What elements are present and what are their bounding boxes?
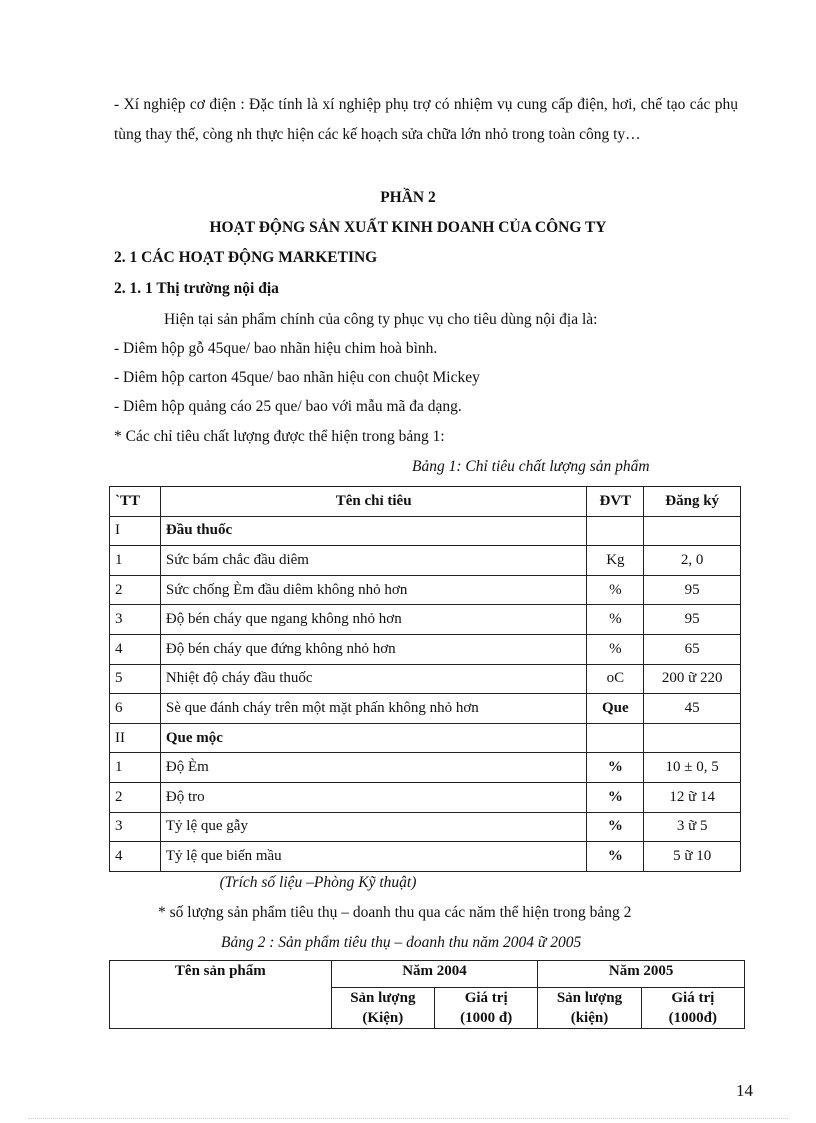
subheader-line: (kiện) xyxy=(570,1010,609,1026)
table-row xyxy=(110,546,741,576)
row-tt-cell: 2 xyxy=(110,575,161,605)
row-unit-cell: % xyxy=(587,812,644,842)
table-row xyxy=(110,516,741,546)
row-name-cell: Sức chống Èm đầu diêm không nhỏ hơn xyxy=(160,575,587,605)
row-tt-cell: 2 xyxy=(110,782,161,812)
table-row xyxy=(110,694,741,724)
subheader-cell xyxy=(641,988,744,1029)
section-heading: 2. 1 CÁC HOẠT ĐỘNG MARKETING xyxy=(114,249,378,266)
row-value-cell: 3 ữ 5 xyxy=(644,812,741,842)
row-unit-cell xyxy=(587,516,644,546)
bullet-item: - Diêm hộp gỗ 45que/ bao nhãn hiệu chim hoà bình. xyxy=(114,340,438,357)
subheader-line: (1000 đ) xyxy=(460,1010,513,1026)
table-header-row xyxy=(110,487,741,517)
row-unit-cell: % xyxy=(587,753,644,783)
table-row xyxy=(110,634,741,664)
row-value-cell: 200 ữ 220 xyxy=(644,664,741,694)
row-unit-cell xyxy=(587,723,644,753)
row-value-cell: 12 ữ 14 xyxy=(644,782,741,812)
row-unit-cell: Que xyxy=(587,694,644,724)
bullet-item: - Diêm hộp quảng cáo 25 que/ bao với mẫu mã đa dạng. xyxy=(114,398,462,415)
table-header-row xyxy=(110,961,745,988)
row-value-cell: 10 ± 0, 5 xyxy=(644,753,741,783)
row-name-cell: Độ bén cháy que ngang không nhỏ hơn xyxy=(160,605,587,635)
row-name-cell: Nhiệt độ cháy đầu thuốc xyxy=(160,664,587,694)
subheader-line: Giá trị xyxy=(671,990,715,1006)
row-value-cell: 95 xyxy=(644,575,741,605)
row-name-cell: Độ bén cháy que đứng không nhỏ hơn xyxy=(160,634,587,664)
row-unit-cell: % xyxy=(587,634,644,664)
table-row xyxy=(110,605,741,635)
subheader-line: Sản lượng xyxy=(556,990,623,1006)
intro-paragraph: - Xí nghiệp cơ điện : Đặc tính là xí nghiệp phụ trợ có nhiệm vụ cung cấp điện, hơi, chế tạo các phụ tùng thay thế, còng nh thực hiện các kế hoạch sửa chữa lớn nhỏ trong toàn công ty… xyxy=(114,96,738,143)
row-tt-cell: 1 xyxy=(110,753,161,783)
row-value-cell: 5 ữ 10 xyxy=(644,842,741,872)
row-value-cell: 95 xyxy=(644,605,741,635)
header-year-2005: Năm 2005 xyxy=(538,961,745,988)
header-tt: `TT xyxy=(110,487,161,517)
subheader-cell xyxy=(538,988,641,1029)
header-unit: ĐVT xyxy=(587,487,644,517)
quality-table xyxy=(109,486,741,872)
table-row xyxy=(110,664,741,694)
row-tt-cell: I xyxy=(110,516,161,546)
row-value-cell xyxy=(644,723,741,753)
header-name: Tên chỉ tiêu xyxy=(160,487,587,517)
subheader-line: (1000đ) xyxy=(668,1010,717,1026)
table-row xyxy=(110,782,741,812)
row-unit-cell: oC xyxy=(587,664,644,694)
header-year-2004: Năm 2004 xyxy=(331,961,538,988)
subheader-line: Giá trị xyxy=(464,990,508,1006)
row-name-cell: Độ tro xyxy=(160,782,587,812)
table-row xyxy=(110,753,741,783)
row-tt-cell: 3 xyxy=(110,605,161,635)
row-unit-cell: % xyxy=(587,575,644,605)
row-unit-cell: Kg xyxy=(587,546,644,576)
sales-table xyxy=(109,960,745,1029)
subheader-cell xyxy=(435,988,538,1029)
row-value-cell: 65 xyxy=(644,634,741,664)
row-name-cell: Độ Èm xyxy=(160,753,587,783)
row-unit-cell: % xyxy=(587,842,644,872)
table-row xyxy=(110,812,741,842)
subheader-line: Sản lượng xyxy=(350,990,416,1006)
row-unit-cell: % xyxy=(587,605,644,635)
table-row xyxy=(110,575,741,605)
subsection-heading: 2. 1. 1 Thị trường nội địa xyxy=(114,280,279,297)
row-tt-cell: 1 xyxy=(110,546,161,576)
row-name-cell: Tỷ lệ que biến mầu xyxy=(160,842,587,872)
row-value-cell: 2, 0 xyxy=(644,546,741,576)
quality-table-body xyxy=(110,516,741,871)
header-registered: Đăng ký xyxy=(644,487,741,517)
row-name-cell: Đầu thuốc xyxy=(160,516,587,546)
row-unit-cell: % xyxy=(587,782,644,812)
table-row xyxy=(110,723,741,753)
footer-divider xyxy=(28,1118,788,1119)
row-tt-cell: 3 xyxy=(110,812,161,842)
row-tt-cell: 6 xyxy=(110,694,161,724)
lead-text: Hiện tại sản phẩm chính của công ty phục vụ cho tiêu dùng nội địa là: xyxy=(164,311,598,328)
row-name-cell: Sè que đánh cháy trên một mặt phấn không nhỏ hơn xyxy=(160,694,587,724)
header-product: Tên sản phẩm xyxy=(110,961,332,1029)
subheader-cell xyxy=(331,988,434,1029)
bullet-item: - Diêm hộp carton 45que/ bao nhãn hiệu con chuột Mickey xyxy=(114,369,480,386)
row-value-cell xyxy=(644,516,741,546)
page-number: 14 xyxy=(736,1081,753,1100)
row-name-cell: Sức bám chắc đầu diêm xyxy=(160,546,587,576)
table1-caption: Bảng 1: Chỉ tiêu chất lượng sản phẩm xyxy=(412,458,650,475)
row-tt-cell: 5 xyxy=(110,664,161,694)
table2-caption: Bảng 2 : Sản phẩm tiêu thụ – doanh thu năm 2004 ữ 2005 xyxy=(221,934,582,951)
part-title: HOẠT ĐỘNG SẢN XUẤT KINH DOANH CỦA CÔNG TY xyxy=(209,219,607,236)
subheader-line: (Kiện) xyxy=(362,1010,404,1026)
part-heading: PHẦN 2 xyxy=(380,189,436,206)
row-name-cell: Tỷ lệ que gẫy xyxy=(160,812,587,842)
table-row xyxy=(110,842,741,872)
row-tt-cell: 4 xyxy=(110,634,161,664)
row-name-cell: Que mộc xyxy=(160,723,587,753)
table2-intro: * số lượng sản phẩm tiêu thụ – doanh thu qua các năm thể hiện trong bảng 2 xyxy=(158,904,632,921)
table-intro: * Các chỉ tiêu chất lượng được thể hiện trong bảng 1: xyxy=(114,428,445,445)
row-tt-cell: II xyxy=(110,723,161,753)
row-tt-cell: 4 xyxy=(110,842,161,872)
row-value-cell: 45 xyxy=(644,694,741,724)
table1-source: (Trích số liệu –Phòng Kỹ thuật) xyxy=(219,874,417,891)
